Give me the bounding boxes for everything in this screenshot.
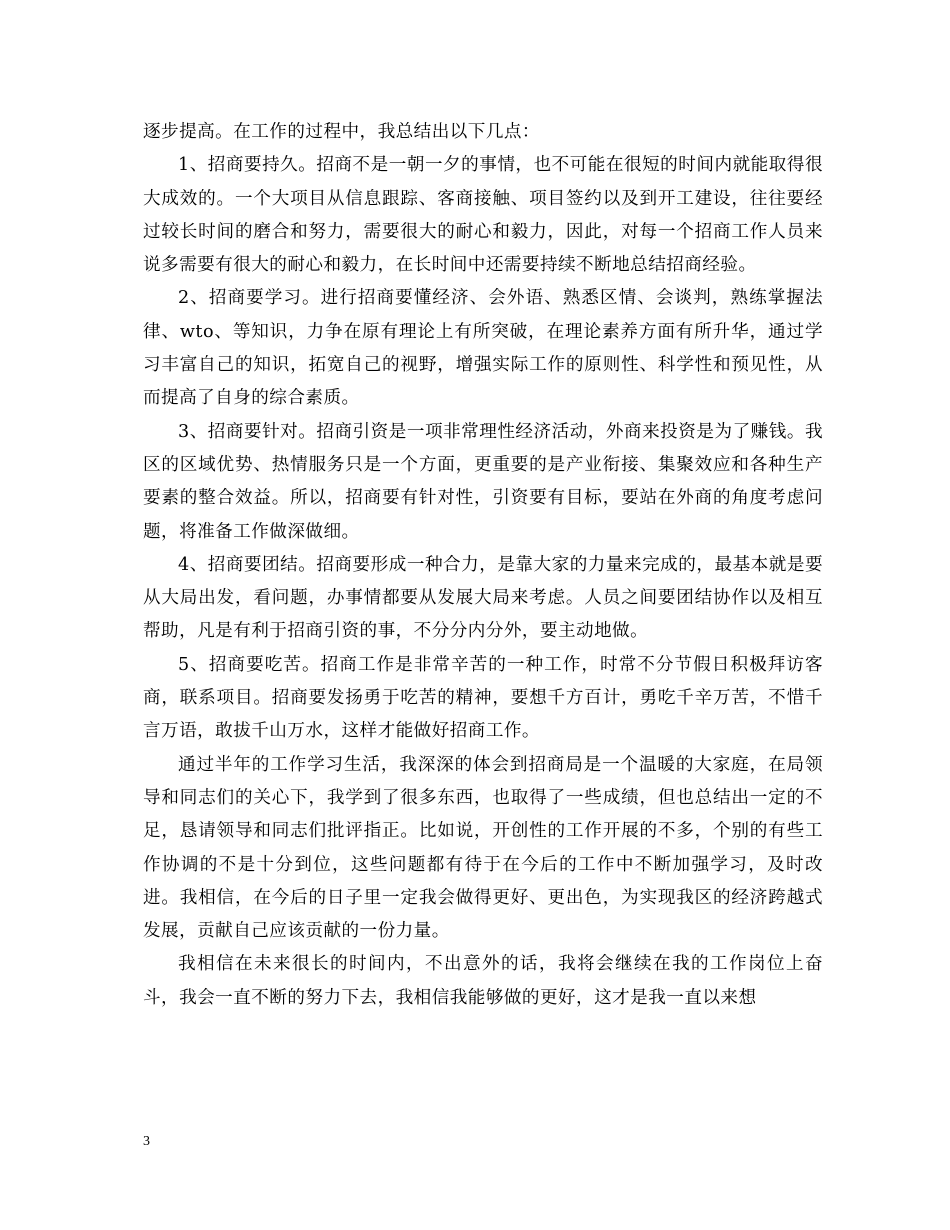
paragraph-point-2: 2、招商要学习。进行招商要懂经济、会外语、熟悉区情、会谈判，熟练掌握法律、wto、等知识，力争在原有理论上有所突破，在理论素养方面有所升华，通过学习丰富自己的知识，拓宽自己的视野，增强实际工作的原则性、科学性和预见性，从而提高了自身的综合素质。 bbox=[143, 288, 823, 409]
body-text bbox=[143, 116, 823, 1015]
paragraph-summary: 通过半年的工作学习生活，我深深的体会到招商局是一个温暖的大家庭，在局领导和同志们的关心下，我学到了很多东西，也取得了一些成绩，但也总结出一定的不足，恳请领导和同志们批评指正。比如说，开创性的工作开展的不多，个别的有些工作协调的不是十分到位，这些问题都有待于在今后的工作中不断加强学习，及时改进。我相信，在今后的日子里一定我会做得更好、更出色，为实现我区的经济跨越式发展，贡献自己应该贡献的一份力量。 bbox=[143, 754, 823, 942]
paragraph-continuation: 逐步提高。在工作的过程中，我总结出以下几点： bbox=[143, 122, 540, 142]
paragraph-point-3: 3、招商要针对。招商引资是一项非常理性经济活动，外商来投资是为了赚钱。我区的区域优势、热情服务只是一个方面，更重要的是产业衔接、集聚效应和各种生产要素的整合效益。所以，招商要有针对性，引资要有目标，要站在外商的角度考虑问题，将准备工作做深做细。 bbox=[143, 421, 823, 542]
paragraph-closing: 我相信在未来很长的时间内，不出意外的话，我将会继续在我的工作岗位上奋斗，我会一直不断的努力下去，我相信我能够做的更好，这才是我一直以来想 bbox=[143, 954, 823, 1008]
paragraph-point-5: 5、招商要吃苦。招商工作是非常辛苦的一种工作，时常不分节假日积极拜访客商，联系项目。招商要发扬勇于吃苦的精神，要想千方百计，勇吃千辛万苦，不惜千言万语，敢拔千山万水，这样才能做好招商工作。 bbox=[143, 654, 823, 742]
page-number: 3 bbox=[143, 1134, 150, 1149]
paragraph-point-4: 4、招商要团结。招商要形成一种合力，是靠大家的力量来完成的，最基本就是要从大局出发，看问题，办事情都要从发展大局来考虑。人员之间要团结协作以及相互帮助，凡是有利于招商引资的事，不分分内分外，要主动地做。 bbox=[143, 554, 823, 642]
paragraph-point-1: 1、招商要持久。招商不是一朝一夕的事情，也不可能在很短的时间内就能取得很大成效的。一个大项目从信息跟踪、客商接触、项目签约以及到开工建设，往往要经过较长时间的磨合和努力，需要很大的耐心和毅力，因此，对每一个招商工作人员来说多需要有很大的耐心和毅力，在长时间中还需要持续不断地总结招商经验。 bbox=[143, 155, 823, 276]
